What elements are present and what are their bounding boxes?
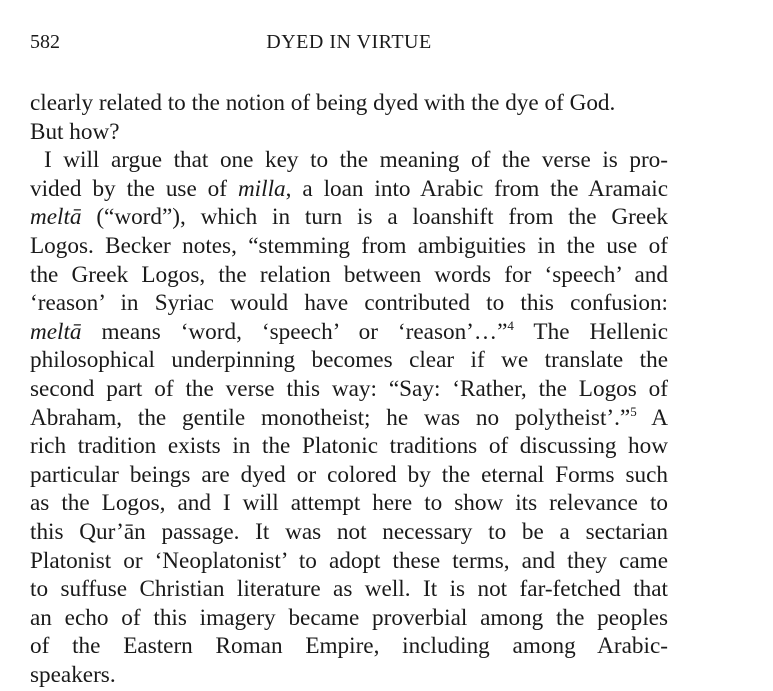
text-segment: particular beings are dyed or colored by the eternal Forms such — [30, 461, 668, 488]
text-segment: (“word”), which in turn is a loanshift from the Greek — [81, 204, 668, 231]
text-segment: this Qur’ān passage. It was not necessary to be a sectarian — [30, 518, 668, 545]
text-segment: Platonist or ‘Neoplatonist’ to adopt these terms, and they came — [30, 547, 668, 574]
text-segment: The Hellenic — [513, 318, 668, 345]
footnote-marker: 5 — [630, 403, 637, 419]
text-segment: as the Logos, and I will attempt here to show its relevance to — [30, 490, 668, 517]
text-line — [30, 461, 668, 490]
text-segment: the Greek Logos, the relation between words for ‘speech’ and — [30, 261, 668, 288]
text-line — [30, 547, 668, 576]
text-segment: I will argue that one key to the meaning of the verse is pro- — [44, 147, 668, 174]
text-line — [30, 375, 668, 404]
text-segment: of the Eastern Roman Empire, including among Arabic- — [30, 633, 668, 660]
text-line — [30, 146, 668, 175]
text-line — [30, 232, 668, 261]
text-line — [30, 89, 668, 118]
text-segment: Abraham, the gentile monotheist; he was no polytheist’.” — [30, 404, 631, 431]
italic-term: milla — [237, 175, 286, 202]
running-head — [30, 30, 668, 54]
text-segment: rich tradition exists in the Platonic traditions of discussing how — [30, 433, 668, 460]
text-line — [30, 346, 668, 375]
text-segment: , a loan into Arabic from the Aramaic — [285, 175, 668, 202]
text-segment: Logos. Becker notes, “stemming from ambiguities in the use of — [30, 232, 668, 259]
text-segment: an echo of this imagery became proverbial among the peoples — [30, 604, 668, 631]
text-line — [30, 604, 668, 633]
text-line — [30, 318, 668, 347]
text-line — [30, 661, 668, 690]
body-text — [30, 89, 668, 689]
text-segment: second part of the verse this way: “Say: ‘Rather, the Logos of — [30, 375, 668, 402]
text-line — [30, 518, 668, 547]
text-segment: A — [636, 404, 668, 431]
text-segment: vided by the use of — [30, 175, 238, 202]
text-segment: philosophical underpinning becomes clear if we translate the — [30, 347, 668, 374]
text-segment: ‘reason’ in Syriac would have contributed to this confusion: — [30, 290, 668, 317]
text-line — [30, 118, 668, 147]
footnote-marker: 4 — [507, 317, 514, 333]
text-line — [30, 575, 668, 604]
text-segment: clearly related to the notion of being dyed with the dye of God. — [30, 90, 616, 116]
text-line — [30, 404, 668, 433]
text-line — [30, 432, 668, 461]
running-title: DYED IN VIRTUE — [266, 31, 432, 53]
text-segment: speakers. — [30, 661, 116, 688]
text-segment: to suffuse Christian literature as well. It is not far-fetched that — [30, 576, 668, 603]
text-line — [30, 289, 668, 318]
page-number: 582 — [30, 31, 60, 53]
text-segment: But how? — [30, 118, 120, 145]
text-segment: means ‘word, ‘speech’ or ‘reason’…” — [81, 318, 508, 345]
text-line — [30, 489, 668, 518]
text-line — [30, 632, 668, 661]
text-line — [30, 175, 668, 204]
text-line — [30, 261, 668, 290]
text-line — [30, 203, 668, 232]
italic-term: meltā — [30, 204, 82, 231]
italic-term: meltā — [30, 318, 82, 345]
